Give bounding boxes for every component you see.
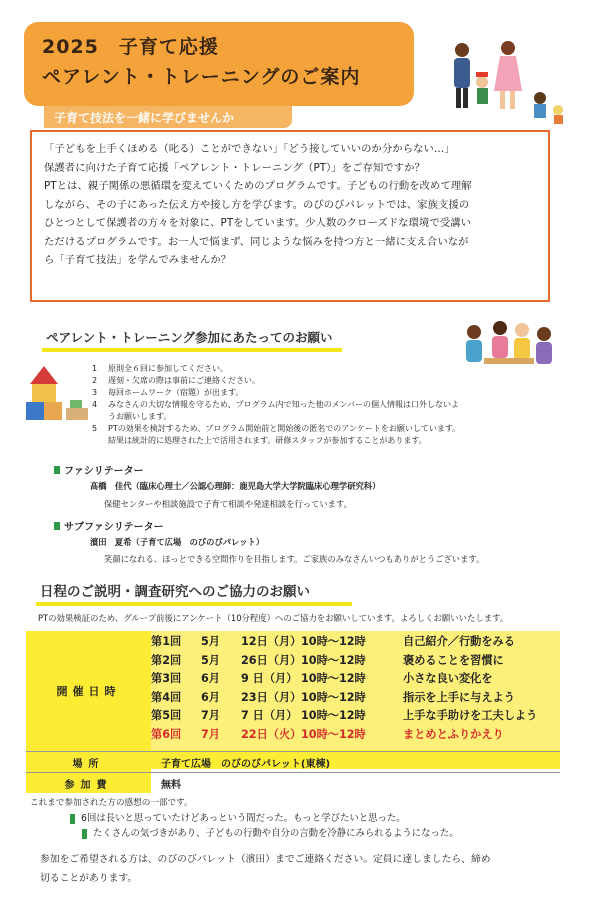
title-year: 2025 子育て応援 bbox=[42, 36, 219, 58]
intro-line: ひとつとして保護者の方々を対象に、PTをしています。少人数のクローズドな環境で受講い bbox=[44, 217, 472, 229]
list-item: 結果は統計的に処理された上で活用されます。研修スタッフが参加することがあります。 bbox=[108, 436, 427, 445]
table-row: 第6回 7月 22日（火） 10時～12時 まとめとふりかえり bbox=[151, 727, 504, 741]
sub-facilitator-desc: 笑顔になれる、ほっとできる空間作りを目指します。ご家族のみなさんいつもありがとうございます。 bbox=[104, 554, 485, 564]
schedule-heading-block bbox=[36, 580, 352, 606]
fee-value: 無料 bbox=[161, 779, 181, 791]
feedback-item: たくさんの気づきがあり、子どもの行動や自分の言動を冷静にみられるようになった。 bbox=[82, 827, 459, 841]
place-label: 場所 bbox=[26, 752, 151, 772]
footer-note: 参加をご希望される方は、のびのびパレット（濱田）までご連絡ください。定員に達しましたら、締め 切ることがあります。 bbox=[40, 854, 491, 884]
feedback-item: 6回は長いと思っていたけどあっという間だった。もっと学びたいと思った。 bbox=[70, 812, 406, 826]
facilitator-label: ファシリテーター bbox=[54, 462, 144, 477]
heading-underline bbox=[36, 602, 352, 606]
place-value: 子育て広場 のびのびパレット(東棟) bbox=[161, 758, 331, 770]
tagline: 子育て技法を一緒に学びませんか bbox=[44, 106, 292, 128]
table-row: 第4回 6月 23日（月） 10時～12時 指示を上手に与えよう bbox=[151, 690, 515, 704]
schedule-rows bbox=[151, 633, 537, 744]
list-item: 4 みなさんの大切な情報を守るため、プログラム内で知った他のメンバーの個人情報は口外しないよ bbox=[92, 400, 460, 409]
list-item: 5 PTの効果を検討するため、プログラム開始前と開始後の匿名でのアンケートをお願いしています。 bbox=[92, 424, 461, 433]
heading-underline bbox=[42, 348, 342, 352]
list-item: 1 原則全６回に参加してください。 bbox=[92, 364, 228, 373]
intro-box bbox=[30, 130, 550, 302]
intro-line: ら「子育て技法」を学んでみませんか？ bbox=[44, 254, 232, 266]
family-illustration bbox=[430, 36, 570, 128]
schedule-date-label: 開催日時 bbox=[56, 684, 121, 698]
bullet-icon bbox=[54, 466, 60, 474]
table-row: 第2回 5月 26日（月） 10時～12時 褒めることを習慣に bbox=[151, 653, 504, 667]
list-item: 3 毎回ホームワーク（宿題）が出ます。 bbox=[92, 388, 244, 397]
toy-blocks-illustration bbox=[22, 362, 92, 424]
facilitator-name: 髙橋 佳代（臨床心理士／公認心理師：鹿児島大学大学院臨床心理学研究科） bbox=[90, 481, 381, 491]
place-row bbox=[26, 752, 330, 772]
intro-line: 保護者に向けた子育て応援「ペアレント・トレーニング（PT）」をご存知ですか？ bbox=[44, 161, 425, 174]
bullet-icon bbox=[54, 522, 60, 530]
schedule-heading: 日程のご説明・調査研究へのご協力のお願い bbox=[40, 584, 310, 600]
intro-line: ただけるプログラムです。お一人で悩まず、同じような悩みを持つ方と一緒に支え合いなが bbox=[44, 235, 469, 248]
title-main: ペアレント・トレーニングのご案内 bbox=[42, 66, 361, 88]
feedback-intro: これまで参加された方の感想の一部です。 bbox=[30, 798, 193, 808]
schedule-note: PTの効果検証のため、グループ前後にアンケート（10分程度）へのご協力をお願いしています。よろしくお願いいたします。 bbox=[38, 613, 509, 623]
table-row: 第5回 7月 7 日（月） 10時～12時 上手な手助けを工夫しよう bbox=[151, 709, 538, 722]
list-item: 2 遅刻・欠席の際は事前にご連絡ください。 bbox=[92, 376, 260, 385]
intro-line: PTとは、親子関係の悪循環を変えていくためのプログラムです。子どもの行動を改めて理解 bbox=[44, 180, 472, 192]
title-banner bbox=[24, 22, 414, 106]
requests-list bbox=[92, 363, 552, 447]
facilitator-desc: 保健センターや相談施設で子育て相談や発達相談を行っています。 bbox=[104, 499, 352, 509]
intro-line: しながら、その子にあった伝え方や接し方を学びます。のびのびパレットでは、家族支援の bbox=[44, 198, 470, 211]
bullet-icon bbox=[70, 814, 75, 824]
requests-heading: ペアレント・トレーニング参加にあたってのお願い bbox=[46, 330, 333, 345]
list-item: うお願いします。 bbox=[108, 412, 172, 421]
fee-row bbox=[26, 773, 181, 793]
bullet-icon bbox=[82, 829, 87, 839]
requests-heading-block bbox=[42, 328, 342, 352]
intro-line: 「子どもを上手くほめる（叱る）ことができない」「どう接していいのか分からない…」 bbox=[44, 143, 455, 155]
table-row: 第1回 5月 12日（月） 10時～12時 自己紹介／行動をみる bbox=[151, 635, 515, 648]
sub-facilitator-label: サブファシリテーター bbox=[54, 518, 164, 533]
sub-facilitator-name: 濱田 夏希（子育て広場 のびのびパレット） bbox=[90, 537, 265, 547]
table-row: 第3回 6月 9 日（月） 10時～12時 小さな良い変化を bbox=[151, 672, 493, 685]
fee-label: 参加費 bbox=[26, 773, 151, 793]
